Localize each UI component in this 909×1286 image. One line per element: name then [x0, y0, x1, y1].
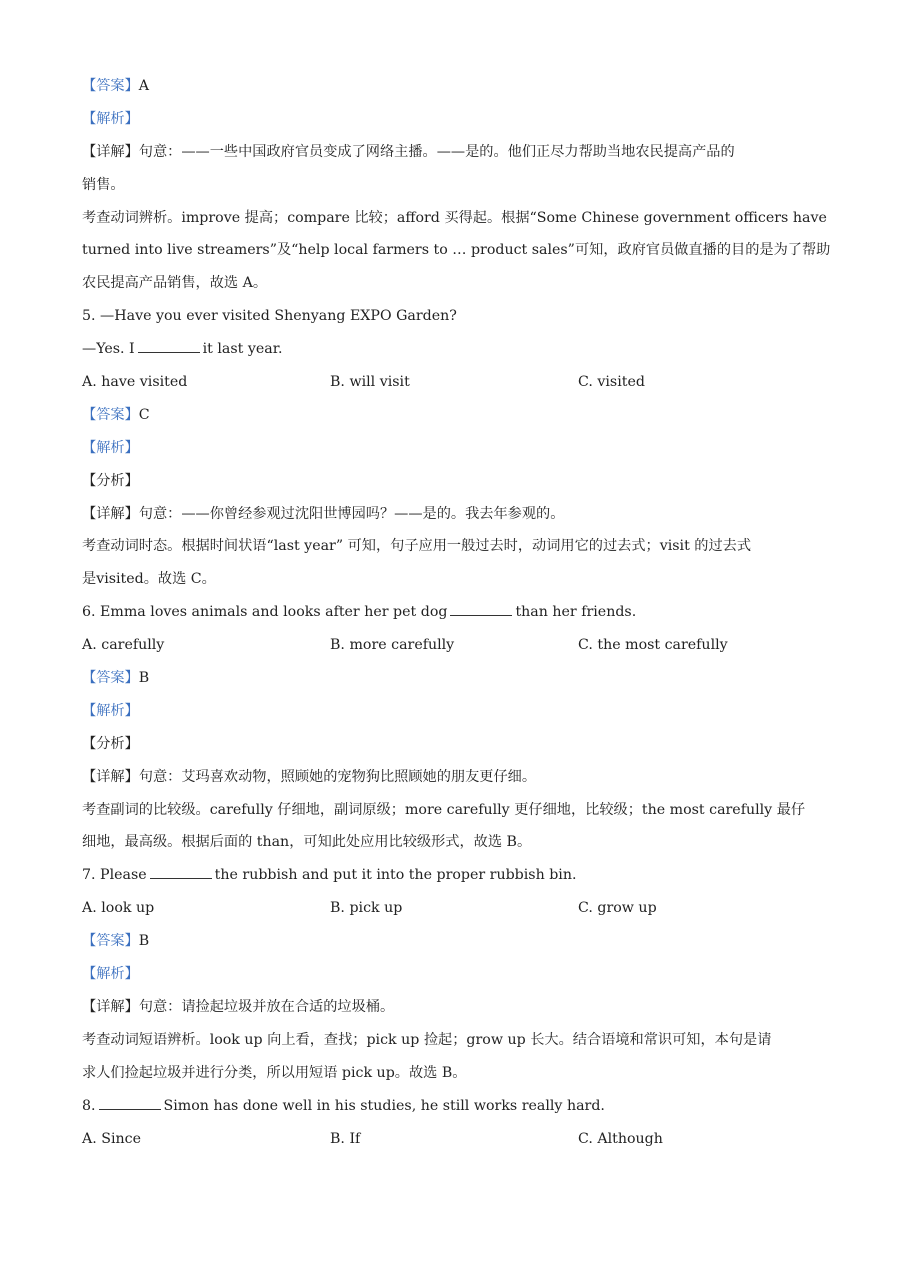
explanation-text: 农民提高产品销售，故选 A。	[82, 275, 268, 292]
answer-blank	[150, 877, 212, 879]
explanation-line	[82, 794, 827, 827]
explanation-text: 考查动词时态。根据时间状语“last year” 可知，句子应用一般过去时，动词用它的过去式；visit 的过去式	[82, 538, 752, 555]
option-b: B. pick up	[330, 900, 403, 917]
option-c: C. the most carefully	[578, 637, 728, 654]
detail-tag: 【详解】	[82, 505, 139, 522]
detail-tag: 【详解】	[82, 143, 139, 160]
answer-line	[82, 399, 827, 432]
question-8-options	[82, 1123, 827, 1156]
answer-value: C	[138, 406, 150, 423]
question-text: 7. Please	[82, 867, 147, 884]
option-a: A. look up	[82, 900, 155, 917]
explanation-line	[82, 530, 827, 563]
question-text: 5. —Have you ever visited Shenyang EXPO Garden?	[82, 308, 457, 325]
explanation-line	[82, 267, 827, 300]
detail-tag: 【详解】	[82, 768, 139, 785]
answer-value: B	[138, 933, 150, 950]
explanation-line	[82, 1057, 827, 1090]
explanation-line	[82, 1024, 827, 1057]
answer-tag: 【答案】	[82, 933, 139, 950]
option-c: C. grow up	[578, 900, 657, 917]
question-text: it last year.	[202, 341, 283, 358]
detail-line	[82, 498, 827, 531]
fenxi-tag: 【分析】	[82, 735, 139, 752]
answer-line	[82, 662, 827, 695]
answer-line	[82, 925, 827, 958]
fenxi-line	[82, 465, 827, 498]
fenxi-line	[82, 728, 827, 761]
answer-value: A	[138, 78, 150, 94]
analysis-line	[82, 432, 827, 465]
detail-line	[82, 761, 827, 794]
question-text: than her friends.	[515, 604, 637, 621]
question-text: 8.	[82, 1097, 96, 1114]
answer-blank	[99, 1108, 161, 1110]
explanation-line	[82, 202, 827, 235]
document-page	[82, 70, 831, 1155]
answer-line	[82, 70, 827, 103]
answer-value: B	[138, 670, 150, 687]
detail-text: 句意：——一些中国政府官员变成了网络主播。——是的。他们正尽力帮助当地农民提高产品的	[138, 143, 735, 160]
detail-text: 句意：请捡起垃圾并放在合适的垃圾桶。	[138, 998, 395, 1015]
question-text: —Yes. I	[82, 341, 135, 358]
detail-text-cont: 销售。	[82, 176, 125, 193]
detail-tag: 【详解】	[82, 998, 139, 1015]
option-b: B. If	[330, 1130, 361, 1147]
answer-tag: 【答案】	[82, 406, 139, 423]
analysis-tag: 【解析】	[82, 966, 139, 983]
explanation-text: 细地，最高级。根据后面的 than，可知此处应用比较级形式，故选 B。	[82, 834, 532, 851]
answer-blank	[450, 614, 512, 616]
analysis-line	[82, 103, 827, 136]
option-a: A. Since	[82, 1130, 142, 1147]
analysis-tag: 【解析】	[82, 702, 139, 719]
explanation-text: 考查动词辨析。improve 提高；compare 比较；afford 买得起。根据“Some Chinese government officers have	[82, 209, 827, 226]
explanation-text: 考查副词的比较级。carefully 仔细地，副词原级；more carefully 更仔细地，比较级；the most carefully 最仔	[82, 801, 806, 818]
answer-tag: 【答案】	[82, 670, 139, 687]
answer-tag: 【答案】	[82, 78, 139, 94]
detail-line	[82, 136, 827, 169]
explanation-text: 求人们捡起垃圾并进行分类，所以用短语 pick up。故选 B。	[82, 1064, 467, 1081]
explanation-line	[82, 826, 827, 859]
option-c: C. Although	[578, 1130, 663, 1147]
option-b: B. more carefully	[330, 637, 455, 654]
detail-line	[82, 991, 827, 1024]
analysis-line	[82, 695, 827, 728]
explanation-text: 考查动词短语辨析。look up 向上看，查找；pick up 捡起；grow up 长大。结合语境和常识可知，本句是请	[82, 1031, 772, 1048]
fenxi-tag: 【分析】	[82, 472, 139, 489]
question-text: the rubbish and put it into the proper rubbish bin.	[214, 867, 577, 884]
explanation-text: turned into live streamers”及“help local farmers to … product sales”可知，政府官员做直播的目的是为了帮助	[82, 242, 831, 259]
question-8-stem	[82, 1090, 827, 1123]
answer-blank	[138, 351, 200, 353]
question-5-options	[82, 366, 827, 399]
question-5-stem-reply	[82, 333, 827, 366]
question-text: Simon has done well in his studies, he still works really hard.	[163, 1097, 605, 1114]
question-7-options	[82, 892, 827, 925]
question-7-stem	[82, 859, 827, 892]
option-a: A. carefully	[82, 637, 165, 654]
detail-text: 句意：艾玛喜欢动物，照顾她的宠物狗比照顾她的朋友更仔细。	[138, 768, 537, 785]
question-6-stem	[82, 596, 827, 629]
detail-line-cont	[82, 169, 827, 202]
explanation-text: 是visited。故选 C。	[82, 571, 216, 588]
option-b: B. will visit	[330, 374, 410, 391]
question-5-stem	[82, 300, 827, 333]
analysis-line	[82, 958, 827, 991]
question-text: 6. Emma loves animals and looks after her pet dog	[82, 604, 448, 621]
question-6-options	[82, 629, 827, 662]
analysis-tag: 【解析】	[82, 110, 139, 127]
option-c: C. visited	[578, 374, 645, 391]
analysis-tag: 【解析】	[82, 439, 139, 456]
explanation-line	[82, 234, 831, 267]
detail-text: 句意：——你曾经参观过沈阳世博园吗？——是的。我去年参观的。	[138, 505, 565, 522]
option-a: A. have visited	[82, 374, 188, 391]
explanation-line	[82, 563, 827, 596]
